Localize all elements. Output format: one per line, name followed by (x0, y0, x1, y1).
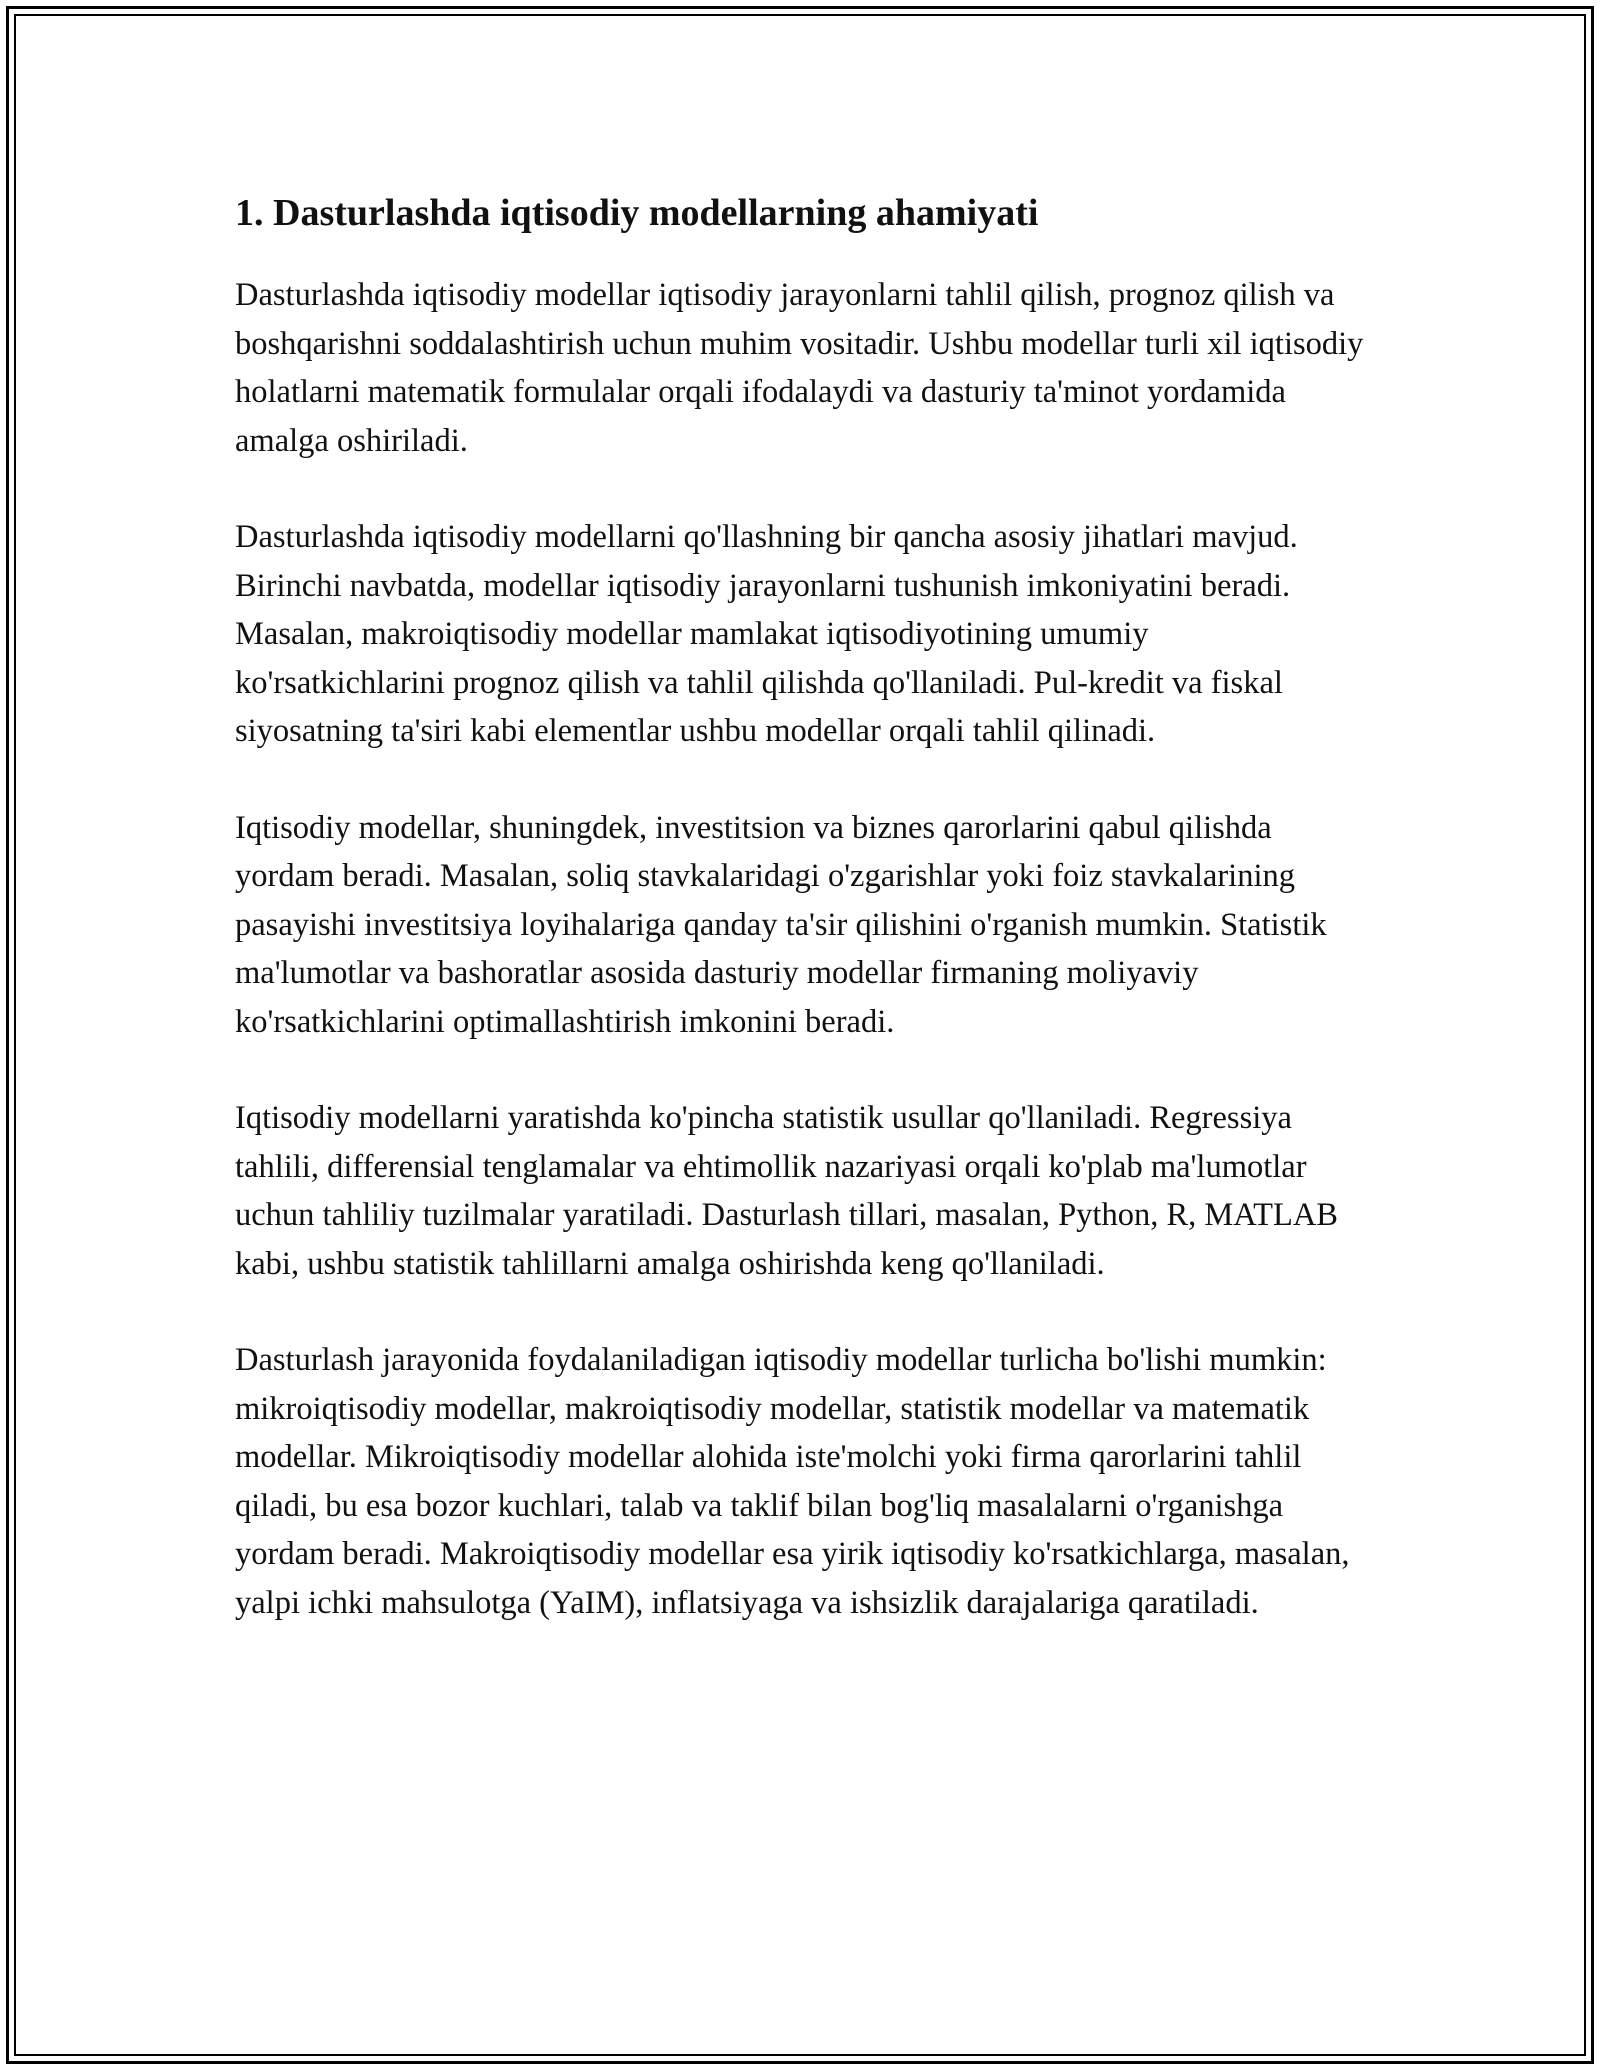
paragraph-5: Dasturlash jarayonida foydalaniladigan iqtisodiy modellar turlicha bo'lishi mumkin: mikroiqtisodiy modellar, makroiqtisodiy modellar, statistik modellar va matematik modellar. Mikroiqtisodiy modellar alohida iste'molchi yoki firma qarorlarini tahlil qiladi, bu esa bozor kuchlari, talab va taklif bilan bog'liq masalalarni o'rganishga yordam beradi. Makroiqtisodiy modellar esa yirik iqtisodiy ko'rsatkichlarga, masalan, yalpi ichki mahsulotga (YaIM), inflatsiyaga va ishsizlik darajalariga qaratiladi. (235, 1342, 1350, 1621)
paragraph-4: Iqtisodiy modellarni yaratishda ko'pincha statistik usullar qo'llaniladi. Regressiya tahlili, differensial tenglamalar va ehtimollik nazariyasi orqali ko'plab ma'lumotlar uchun tahliliy tuzilmalar yaratiladi. Dasturlash tillari, masalan, Python, R, MATLAB kabi, ushbu statistik tahlillarni amalga oshirishda keng qo'llaniladi. (235, 1100, 1338, 1282)
paragraph-1: Dasturlashda iqtisodiy modellar iqtisodiy jarayonlarni tahlil qilish, prognoz qilish va boshqarishni soddalashtirish uchun muhim vositadir. Ushbu modellar turli xil iqtisodiy holatlarni matematik formulalar orqali ifodalaydi va dasturiy ta'minot yordamida amalga oshiriladi. (235, 277, 1364, 459)
paragraph-2: Dasturlashda iqtisodiy modellarni qo'llashning bir qancha asosiy jihatlari mavjud. Birinchi navbatda, modellar iqtisodiy jarayonlarni tushunish imkoniyatini beradi. Masalan, makroiqtisodiy modellar mamlakat iqtisodiyotining umumiy ko'rsatkichlarini prognoz qilish va tahlil qilishda qo'llaniladi. Pul-kredit va fiskal siyosatning ta'siri kabi elementlar ushbu modellar orqali tahlil qilinadi. (235, 519, 1298, 749)
document-body (235, 185, 1365, 1627)
section-heading: 1. Dasturlashda iqtisodiy modellarning ahamiyati (235, 192, 1039, 234)
paragraph-3: Iqtisodiy modellar, shuningdek, investitsion va biznes qarorlarini qabul qilishda yordam beradi. Masalan, soliq stavkalaridagi o'zgarishlar yoki foiz stavkalarining pasayishi investitsiya loyihalariga qanday ta'sir qilishini o'rganish mumkin. Statistik ma'lumotlar va bashoratlar asosida dasturiy modellar firmaning moliyaviy ko'rsatkichlarini optimallashtirish imkonini beradi. (235, 809, 1327, 1040)
